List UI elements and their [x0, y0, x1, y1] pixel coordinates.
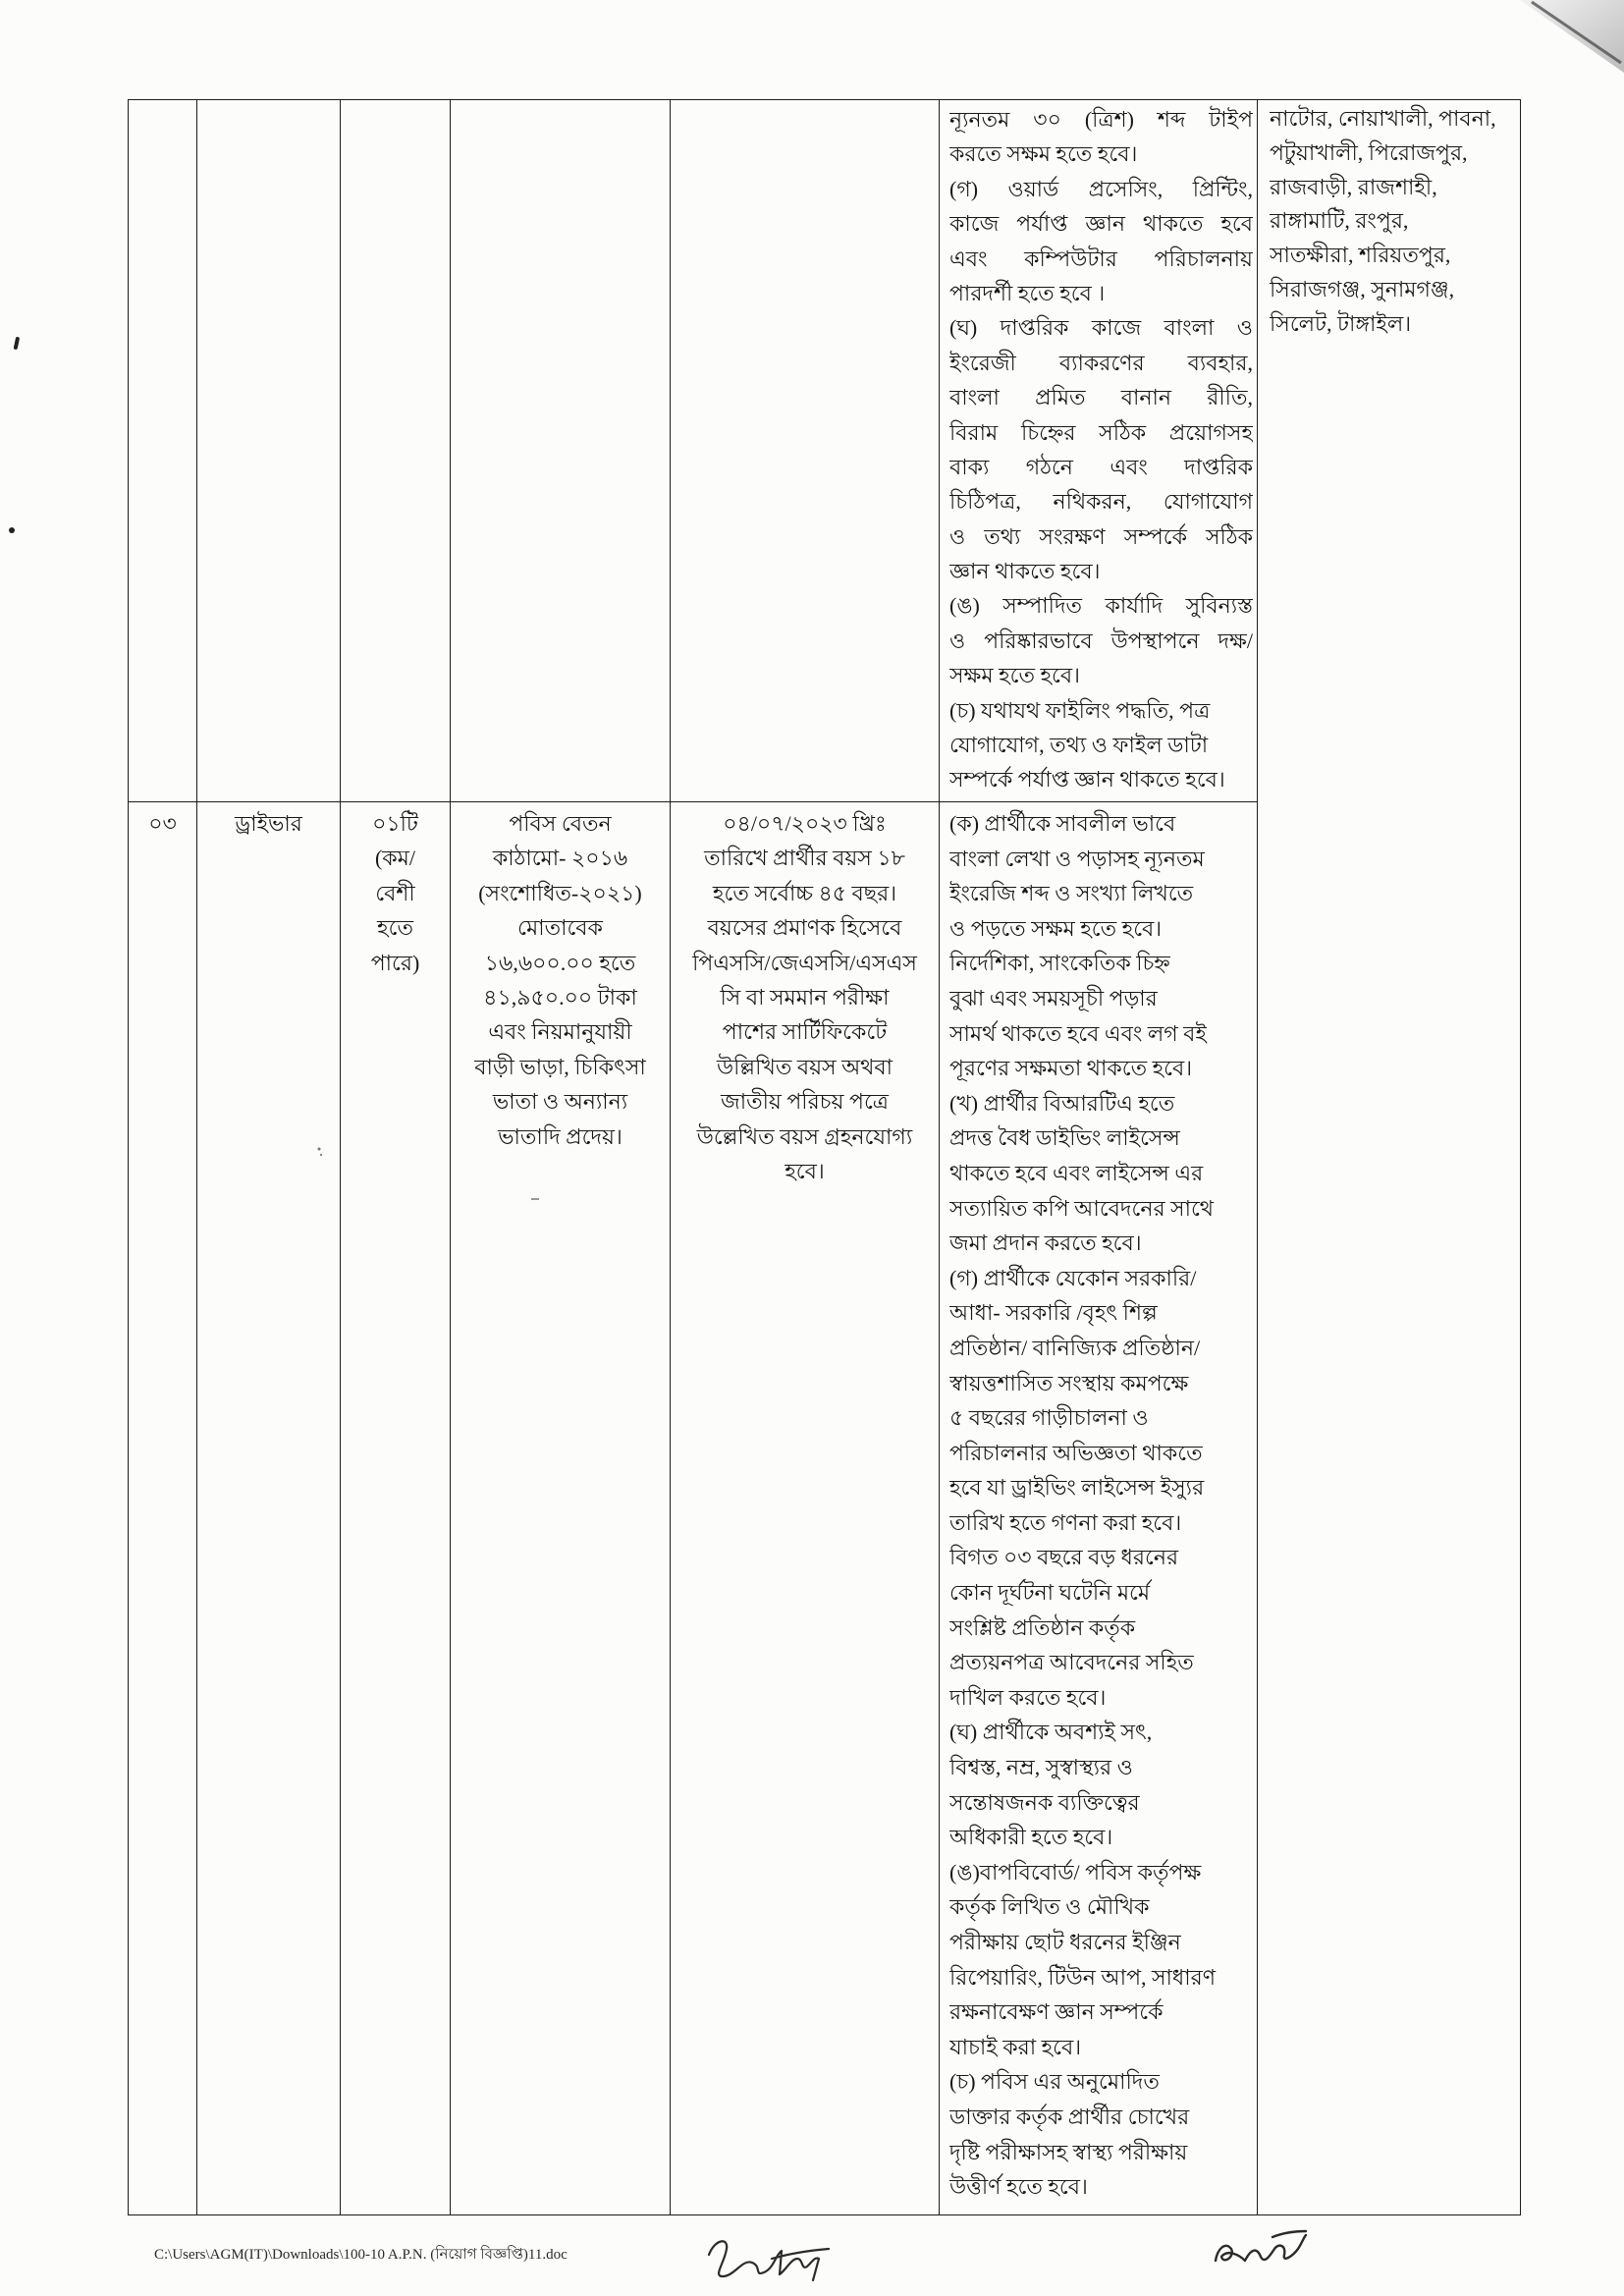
qualification-line: (গ) প্রার্থীকে যেকোন সরকারি/ [949, 1265, 1197, 1290]
qualification-cell-row-2 [940, 802, 1258, 2215]
district-line: রাঙ্গামাটি, রংপুর, [1270, 208, 1409, 234]
age-limit-cell-row-1 [671, 100, 940, 802]
age-limit-line: হবে। [785, 1158, 825, 1183]
qualification-line: সত্যায়িত কপি আবেদনের সাথে [949, 1195, 1215, 1221]
district-line: নাটোর, নোয়াখালী, পাবনা, [1270, 106, 1496, 131]
qualification-line: উত্তীর্ণ হতে হবে। [949, 2174, 1088, 2200]
footer-file-path: C:\Users\AGM(IT)\Downloads\100-10 A.P.N. (নিয়োগ বিজ্ঞপ্তি)11.doc [154, 2247, 568, 2263]
page-curl-edge [1532, 2, 1621, 63]
qualification-line: (গ) ওয়ার্ড প্রসেসিং, প্রিন্টিং, [949, 176, 1253, 201]
eligible-districts-cell [1258, 100, 1521, 2215]
qualification-line: (ঙ) সম্পাদিত কার্যাদি সুবিন্যস্ত [949, 593, 1253, 619]
district-line: সিরাজগঞ্জ, সুনামগঞ্জ, [1270, 276, 1455, 301]
district-line: সাতক্ষীরা, শরিয়তপুর, [1270, 243, 1451, 268]
qualification-line: বিরাম চিহ্নের সঠিক প্রয়োগসহ [949, 419, 1253, 445]
district-line: রাজবাড়ী, রাজশাহী, [1270, 174, 1437, 199]
qualification-line: প্রত্যয়নপত্র আবেদনের সহিত [949, 1650, 1194, 1675]
qualification-line: (খ) প্রার্থীর বিআরটিএ হতে [949, 1090, 1175, 1116]
qualification-line: বিশ্বস্ত, নম্র, সুস্বাস্থ্যর ও [949, 1755, 1133, 1780]
qualification-line: যাচাই করা হবে। [949, 2034, 1082, 2059]
age-limit-line: উল্লিখিত বয়স অথবা [717, 1054, 893, 1079]
qualification-line: বাংলা লেখা ও পড়াসহ ন্যূনতম [949, 846, 1205, 871]
age-limit-line: পাশের সার্টিফিকেটে [722, 1019, 888, 1045]
salary-line: ৪১,৯৫০.০০ টাকা [483, 984, 637, 1010]
qualification-line: হবে যা ড্রাইভিং লাইসেন্স ইস্যুর [949, 1475, 1205, 1501]
qualification-line: সামর্থ থাকতে হবে এবং লগ বই [949, 1020, 1207, 1046]
salary-line: ভাতাদি প্রদেয়। [498, 1123, 623, 1149]
qualification-line: (ক) প্রার্থীকে সাবলীল ভাবে [949, 811, 1176, 836]
scan-speck [9, 527, 15, 533]
qualification-line: (চ) যথাযথ ফাইলিং পদ্ধতি, পত্র [949, 697, 1211, 723]
qualification-line: সন্তোষজনক ব্যক্তিত্বের [949, 1789, 1140, 1815]
qualification-line: ও তথ্য সংরক্ষণ সম্পর্কে সঠিক [949, 523, 1253, 549]
qualification-line: রক্ষনাবেক্ষণ জ্ঞান সম্পর্কে [949, 1999, 1164, 2025]
qualification-cell-row-1 [940, 100, 1258, 802]
post-count-line: হতে [377, 915, 413, 941]
age-limit-line: সি বা সমমান পরীক্ষা [720, 984, 890, 1010]
signature-left [709, 2241, 829, 2280]
salary-line: পবিস বেতন [509, 811, 612, 836]
job-requirements-table [128, 99, 1521, 2215]
post-count-line: ০১টি [372, 811, 418, 836]
qualification-line: নির্দেশিকা, সাংকেতিক চিহ্ন [949, 951, 1170, 976]
signature-right [1216, 2231, 1306, 2261]
serial-cell-row-1 [129, 100, 197, 802]
qualification-line: ও পড়তে সক্ষম হতে হবে। [949, 915, 1163, 941]
post-count-cell-row-1 [341, 100, 451, 802]
post-name: ড্রাইভার [235, 811, 302, 836]
qualification-line: যোগাযোগ, তথ্য ও ফাইল ডাটা [949, 733, 1209, 758]
qualification-line: স্বায়ত্তশাসিত সংস্থায় কমপক্ষে [949, 1370, 1189, 1395]
page-curl-shadow [1520, 0, 1624, 73]
qualification-line: ন্যূনতম ৩০ (ত্রিশ) শব্দ টাইপ [949, 107, 1253, 132]
qualification-line: সক্ষম হতে হবে। [949, 663, 1080, 688]
salary-line: ১৬,৬০০.০০ হতে [484, 950, 636, 975]
qualification-line: (ঙ)বাপবিবোর্ড/ পবিস কর্তৃপক্ষ [949, 1859, 1202, 1885]
post-count-line: (কম/ [374, 846, 416, 871]
qualification-line: বাক্য গঠনে এবং দাপ্তরিক [949, 454, 1253, 479]
qualification-line: বিগত ০৩ বছরে বড় ধরনের [949, 1545, 1179, 1570]
qualification-line: ইংরেজি শব্দ ও সংখ্যা লিখতে [949, 881, 1194, 906]
qualification-line: বাংলা প্রমিত বানান রীতি, [949, 385, 1253, 410]
qualification-line: এবং কম্পিউটার পরিচালনায় [949, 246, 1253, 271]
qualification-line: অধিকারী হতে হবে। [949, 1825, 1113, 1850]
district-line: পটুয়াখালী, পিরোজপুর, [1270, 139, 1468, 165]
serial-cell-row-2 [129, 802, 197, 2215]
post-count-cell-row-2 [341, 802, 451, 2215]
salary-cell-row-1 [451, 100, 671, 802]
age-limit-line: তারিখে প্রার্থীর বয়স ১৮ [704, 846, 905, 871]
qualification-line: পরীক্ষায় ছোট ধরনের ইঞ্জিন [949, 1930, 1181, 1954]
district-line: সিলেট, টাঙ্গাইল। [1270, 310, 1412, 336]
age-limit-line: উল্লেখিত বয়স গ্রহনযোগ্য [696, 1123, 913, 1149]
qualification-line: রিপেয়ারিং, টিউন আপ, সাধারণ [949, 1964, 1217, 1990]
qualification-line: বুঝা এবং সময়সূচী পড়ার [949, 985, 1158, 1011]
qualification-line: জমা প্রদান করতে হবে। [949, 1230, 1142, 1256]
age-limit-line: জাতীয় পরিচয় পত্রে [721, 1089, 889, 1115]
qualification-line: কাজে পর্যাপ্ত জ্ঞান থাকতে হবে [949, 211, 1253, 237]
qualification-line: প্রতিষ্ঠান/ বানিজ্যিক প্রতিষ্ঠান/ [949, 1335, 1201, 1360]
age-limit-line: হতে সর্বোচ্চ ৪৫ বছর। [712, 880, 897, 905]
post-name-cell-row-1 [197, 100, 341, 802]
qualification-line: (ঘ) প্রার্থীকে অবশ্যই সৎ, [949, 1720, 1153, 1745]
qualification-line: (ঘ) দাপ্তরিক কাজে বাংলা ও [949, 315, 1253, 341]
qualification-line: ইংরেজী ব্যাকরণের ব্যবহার, [949, 350, 1253, 375]
qualification-line: পরিচালনার অভিজ্ঞতা থাকতে [949, 1440, 1203, 1465]
serial-number: ০৩ [148, 811, 177, 836]
qualification-line: প্রদত্ত বৈধ ডাইভিং লাইসেন্স [949, 1125, 1180, 1151]
qualification-line: জ্ঞান থাকতে হবে। [949, 559, 1101, 584]
qualification-line: ডাক্তার কর্তৃক প্রার্থীর চোখের [949, 2104, 1190, 2129]
post-name-cell-row-2 [197, 802, 341, 2215]
salary-line: (সংশোধিত-২০২১) [478, 880, 642, 905]
qualification-line: পারদর্শী হতে হবে । [949, 280, 1106, 305]
salary-line: এবং নিয়মানুযায়ী [488, 1019, 632, 1045]
qualification-line: সংশ্লিষ্ট প্রতিষ্ঠান কর্তৃক [949, 1614, 1136, 1640]
qualification-line: কোন দূর্ঘটনা ঘটেনি মর্মে [949, 1580, 1151, 1606]
qualification-line: কর্তৃক লিখিত ও মৌখিক [949, 1894, 1150, 1920]
salary-cell-row-2 [451, 802, 671, 2215]
qualification-line: ৫ বছরের গাড়ীচালনা ও [949, 1405, 1149, 1431]
qualification-line: (চ) পবিস এর অনুমোদিত [949, 2069, 1160, 2095]
salary-line: কাঠামো- ২০১৬ [492, 846, 628, 871]
qualification-line: দৃষ্টি পরীক্ষাসহ স্বাস্থ্য পরীক্ষায় [949, 2139, 1188, 2164]
qualification-line: ও পরিষ্কারভাবে উপস্থাপনে দক্ষ/ [949, 628, 1253, 653]
qualification-line: দাখিল করতে হবে। [949, 1684, 1107, 1710]
post-count-line: পারে) [370, 950, 420, 975]
age-limit-cell-row-2 [671, 802, 940, 2215]
qualification-line: তারিখ হতে গণনা করা হবে। [949, 1509, 1182, 1535]
salary-line: ভাতা ও অন্যান্য [492, 1089, 628, 1115]
scan-speck [14, 337, 21, 351]
qualification-line: থাকতে হবে এবং লাইসেন্স এর [949, 1160, 1204, 1185]
salary-line: মোতাবেক [517, 915, 603, 941]
qualification-line: আধা- সরকারি /বৃহৎ শিল্প [949, 1300, 1158, 1326]
age-limit-line: ০৪/০৭/২০২৩ খ্রিঃ [723, 811, 887, 836]
qualification-line: চিঠিপত্র, নথিকরন, যোগাযোগ [949, 489, 1253, 515]
salary-line: বাড়ী ভাড়া, চিকিৎসা [474, 1054, 646, 1079]
age-limit-line: পিএসসি/জেএসসি/এসএস [692, 950, 917, 975]
age-limit-line: বয়সের প্রমাণক হিসেবে [707, 915, 902, 941]
post-count-line: বেশী [375, 880, 415, 905]
qualification-line: করতে সক্ষম হতে হবে। [949, 141, 1138, 167]
qualification-line: সম্পর্কে পর্যাপ্ত জ্ঞান থাকতে হবে। [949, 767, 1225, 793]
qualification-line: পূরণের সক্ষমতা থাকতে হবে। [949, 1056, 1193, 1081]
